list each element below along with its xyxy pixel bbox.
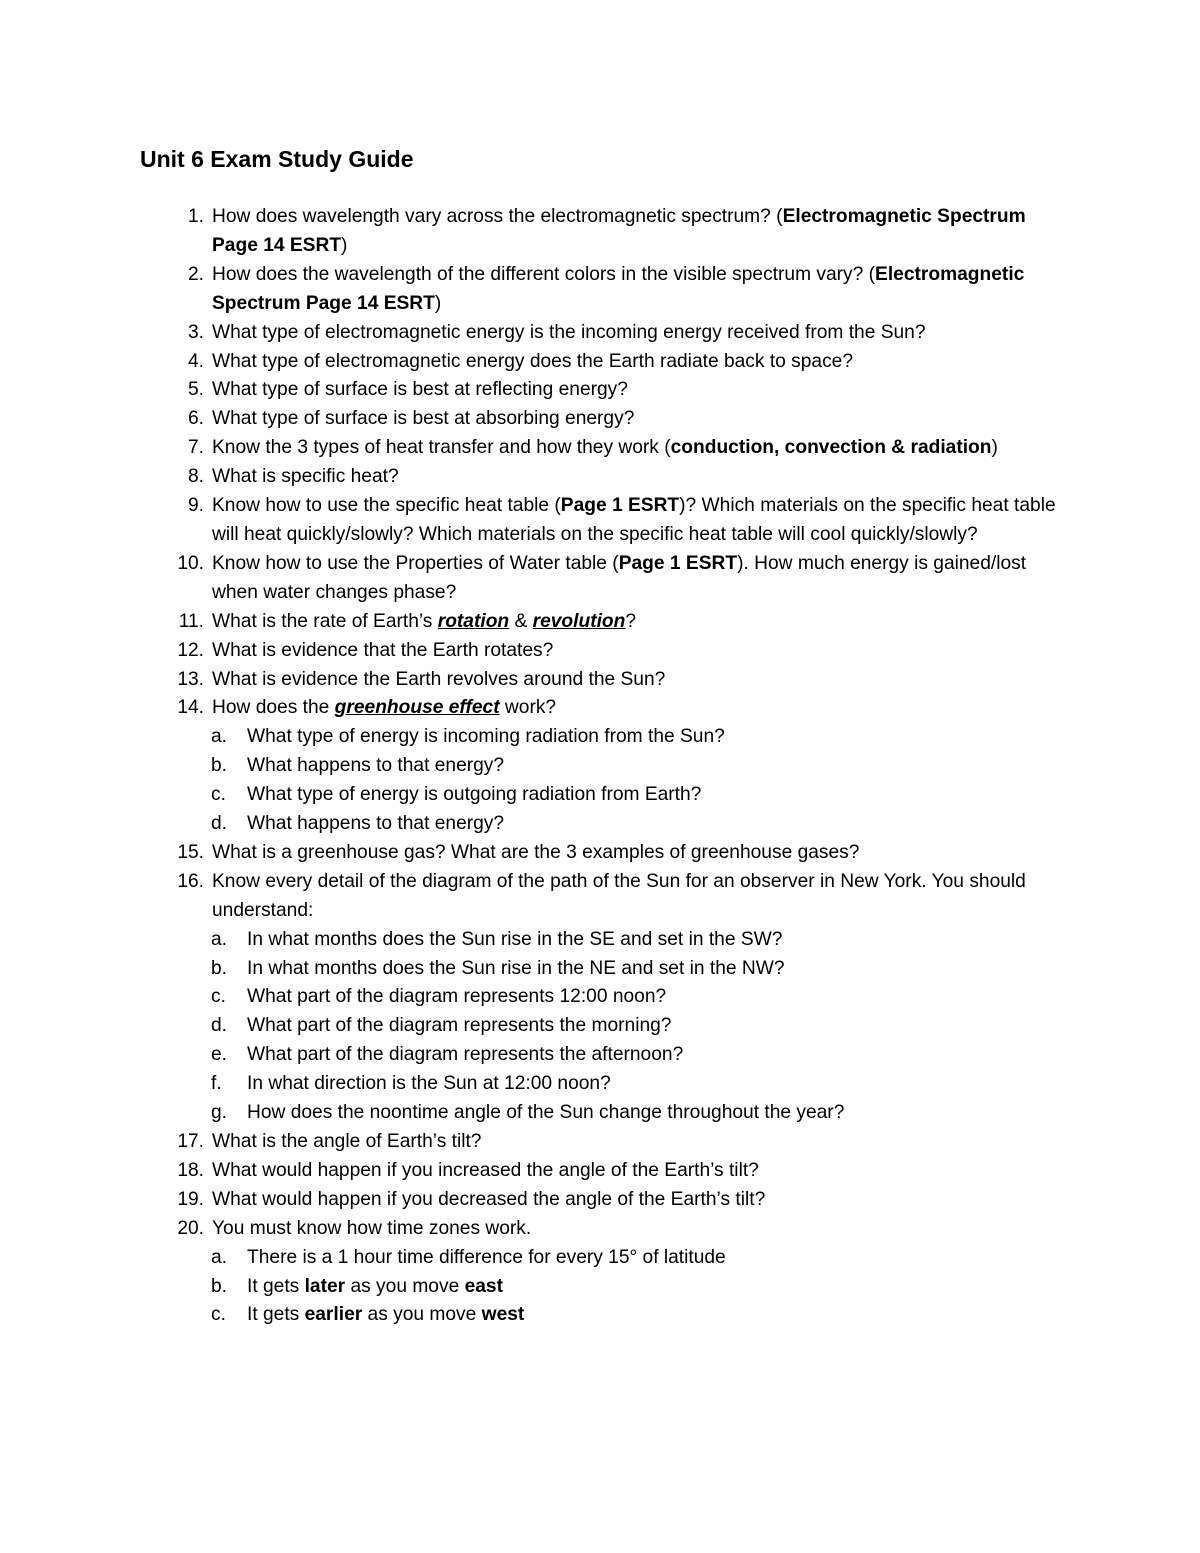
emphasized-text: Electromagnetic Spectrum Page 14 ESRT: [212, 206, 1026, 256]
text-run: ). How much energy is gained/lost when water changes phase?: [212, 552, 1027, 603]
question-number: 14.: [177, 697, 204, 719]
question-item: [0, 1186, 1200, 1215]
sub-question-item: [0, 955, 1200, 984]
text-run: Know how to use the specific heat table (: [212, 495, 561, 517]
question-number: 4.: [187, 350, 204, 372]
question-text: [247, 1301, 1077, 1330]
text-run: What part of the diagram represents the morning?: [247, 1015, 672, 1037]
question-item: [0, 637, 1200, 666]
text-run: ): [434, 292, 442, 314]
text-run: What happens to that energy?: [247, 755, 505, 777]
emphasized-text: rotation: [437, 610, 510, 632]
text-run: How does wavelength vary across the electromagnetic spectrum? (: [212, 206, 783, 227]
question-text: [212, 637, 1072, 666]
question-text: [247, 1070, 1077, 1099]
question-text: [212, 839, 1072, 868]
emphasized-text: later: [304, 1275, 346, 1297]
question-item: [0, 405, 1200, 434]
question-item: [0, 666, 1200, 695]
question-text: [247, 810, 1077, 839]
question-text: [212, 319, 1072, 348]
sub-question-item: [0, 1244, 1200, 1273]
text-run: ?: [625, 610, 637, 632]
text-run: ): [991, 437, 998, 459]
question-number: 15.: [177, 841, 204, 863]
question-text: [212, 348, 1072, 377]
text-run: What type of electromagnetic energy is the incoming energy received from the Sun?: [212, 321, 926, 343]
sub-question-item: [0, 1070, 1200, 1099]
text-run: In what months does the Sun rise in the SE and set in the SW?: [247, 928, 783, 950]
sub-question-letter: b.: [211, 1275, 228, 1297]
question-text: [212, 1128, 1072, 1157]
question-number: 20.: [177, 1217, 204, 1239]
question-text: [247, 723, 1077, 752]
sub-question-letter: e.: [211, 1044, 228, 1066]
question-text: [212, 405, 1072, 434]
text-run: How does the wavelength of the different colors in the visible spectrum vary? (: [212, 263, 876, 285]
question-text: [212, 550, 1072, 608]
emphasized-text: greenhouse effect: [334, 697, 500, 719]
question-item: [0, 348, 1200, 377]
text-run: What type of energy is outgoing radiation from Earth?: [247, 784, 702, 806]
sub-question-letter: a.: [211, 726, 228, 748]
text-run: What is evidence the Earth revolves around the Sun?: [212, 668, 666, 690]
sub-question-item: [0, 1099, 1200, 1128]
page-title: Unit 6 Exam Study Guide: [140, 146, 414, 172]
question-item: [0, 1157, 1200, 1186]
question-text: [212, 868, 1072, 926]
question-text: [212, 694, 1072, 723]
question-number: 1.: [187, 206, 204, 227]
question-text: [212, 203, 1072, 261]
question-text: [247, 781, 1077, 810]
text-run: How does the: [212, 697, 335, 719]
text-run: You must know how time zones work.: [212, 1217, 532, 1239]
question-item: [0, 1128, 1200, 1157]
question-number: 8.: [187, 466, 204, 488]
sub-question-item: [0, 810, 1200, 839]
emphasized-text: Page 1 ESRT: [618, 552, 738, 574]
question-number: 13.: [177, 668, 204, 690]
sub-question-letter: a.: [211, 928, 228, 950]
sub-question-item: [0, 723, 1200, 752]
text-run: Know how to use the Properties of Water table (: [212, 552, 619, 574]
text-run: In what months does the Sun rise in the NE and set in the NW?: [247, 957, 785, 979]
emphasized-text: earlier: [304, 1304, 363, 1326]
question-text: [212, 434, 1072, 463]
question-number: 7.: [187, 437, 204, 459]
question-item: [0, 319, 1200, 348]
question-item: [0, 434, 1200, 463]
question-number: 11.: [178, 610, 204, 632]
question-text: [212, 1215, 1072, 1244]
sub-question-item: [0, 1273, 1200, 1302]
question-number: 18.: [177, 1159, 204, 1181]
sub-question-item: [0, 1012, 1200, 1041]
text-run: What type of surface is best at reflecting energy?: [212, 379, 628, 401]
question-text: [247, 1012, 1077, 1041]
question-number: 10.: [177, 552, 204, 574]
text-run: What is the rate of Earth’s: [212, 610, 438, 632]
sub-question-item: [0, 752, 1200, 781]
text-run: What type of surface is best at absorbing energy?: [212, 408, 635, 430]
question-text: [212, 463, 1072, 492]
text-run: It gets: [247, 1275, 305, 1297]
question-text: [247, 1099, 1077, 1128]
sub-question-letter: b.: [211, 755, 228, 777]
text-run: In what direction is the Sun at 12:00 noon?: [247, 1073, 611, 1095]
emphasized-text: east: [464, 1275, 503, 1297]
text-run: What is specific heat?: [212, 466, 399, 488]
question-number: 16.: [177, 870, 204, 892]
text-run: What happens to that energy?: [247, 813, 505, 835]
emphasized-text: revolution: [532, 610, 626, 632]
text-run: What part of the diagram represents the afternoon?: [247, 1044, 684, 1066]
text-run: work?: [499, 697, 557, 719]
question-item: [0, 868, 1200, 926]
text-run: )? Which materials on the specific heat table will heat quickly/slowly? Which materials on the specific heat table will cool quickly/slowly?: [212, 495, 1056, 545]
sub-question-letter: d.: [211, 1015, 228, 1037]
text-run: What is a greenhouse gas? What are the 3 examples of greenhouse gases?: [212, 841, 860, 863]
text-run: What type of energy is incoming radiation from the Sun?: [247, 726, 725, 748]
question-number: 19.: [177, 1188, 204, 1210]
sub-question-letter: a.: [211, 1246, 228, 1268]
text-run: as you move: [345, 1275, 465, 1297]
question-text: [247, 983, 1077, 1012]
question-item: [0, 492, 1200, 550]
question-text: [212, 261, 1072, 319]
text-run: What would happen if you decreased the angle of the Earth’s tilt?: [212, 1188, 766, 1210]
question-number: 17.: [177, 1131, 204, 1152]
question-list: [0, 203, 1200, 1330]
sub-question-item: [0, 926, 1200, 955]
text-run: What would happen if you increased the angle of the Earth’s tilt?: [212, 1159, 759, 1181]
text-run: What part of the diagram represents 12:00 noon?: [247, 986, 667, 1008]
question-item: [0, 608, 1200, 637]
sub-question-item: [0, 1301, 1200, 1330]
question-item: [0, 839, 1200, 868]
question-number: 5.: [187, 379, 204, 401]
emphasized-text: conduction, convection & radiation: [670, 437, 992, 459]
emphasized-text: west: [481, 1304, 525, 1326]
question-number: 6.: [187, 408, 204, 430]
sub-question-letter: c.: [211, 784, 226, 806]
text-run: ): [341, 234, 348, 256]
question-number: 12.: [177, 639, 204, 661]
question-item: [0, 203, 1200, 261]
text-run: as you move: [362, 1304, 482, 1326]
question-text: [247, 1273, 1077, 1302]
sub-question-letter: c.: [211, 986, 226, 1008]
question-text: [247, 926, 1077, 955]
sub-question-letter: f.: [211, 1073, 222, 1095]
question-text: [212, 666, 1072, 695]
question-text: [212, 492, 1072, 550]
text-run: What is the angle of Earth’s tilt?: [212, 1131, 482, 1152]
question-text: [212, 376, 1072, 405]
question-text: [212, 1157, 1072, 1186]
sub-question-letter: b.: [211, 957, 228, 979]
emphasized-text: Electromagnetic Spectrum Page 14 ESRT: [212, 263, 1025, 314]
question-item: [0, 463, 1200, 492]
question-text: [247, 1041, 1077, 1070]
sub-question-letter: c.: [211, 1304, 226, 1326]
question-item: [0, 550, 1200, 608]
text-run: How does the noontime angle of the Sun change throughout the year?: [247, 1102, 845, 1124]
sub-question-item: [0, 781, 1200, 810]
text-run: Know the 3 types of heat transfer and how they work (: [212, 437, 671, 459]
sub-question-item: [0, 983, 1200, 1012]
question-item: [0, 1215, 1200, 1244]
text-run: Know every detail of the diagram of the path of the Sun for an observer in New York. You should understand:: [212, 870, 1026, 921]
text-run: What type of electromagnetic energy does the Earth radiate back to space?: [212, 350, 854, 372]
question-text: [247, 1244, 1077, 1273]
question-number: 2.: [187, 263, 204, 285]
text-run: It gets: [247, 1304, 305, 1326]
question-item: [0, 694, 1200, 723]
sub-question-letter: g.: [211, 1102, 228, 1124]
question-number: 9.: [187, 495, 204, 517]
text-run: What is evidence that the Earth rotates?: [212, 639, 554, 661]
emphasized-text: Page 1 ESRT: [560, 495, 680, 517]
question-item: [0, 261, 1200, 319]
question-text: [247, 752, 1077, 781]
question-number: 3.: [187, 321, 204, 343]
text-run: &: [509, 610, 533, 632]
question-text: [247, 955, 1077, 984]
sub-question-letter: d.: [211, 813, 228, 835]
sub-question-item: [0, 1041, 1200, 1070]
text-run: There is a 1 hour time difference for every 15° of latitude: [247, 1246, 726, 1268]
question-text: [212, 608, 1072, 637]
question-text: [212, 1186, 1072, 1215]
question-item: [0, 376, 1200, 405]
